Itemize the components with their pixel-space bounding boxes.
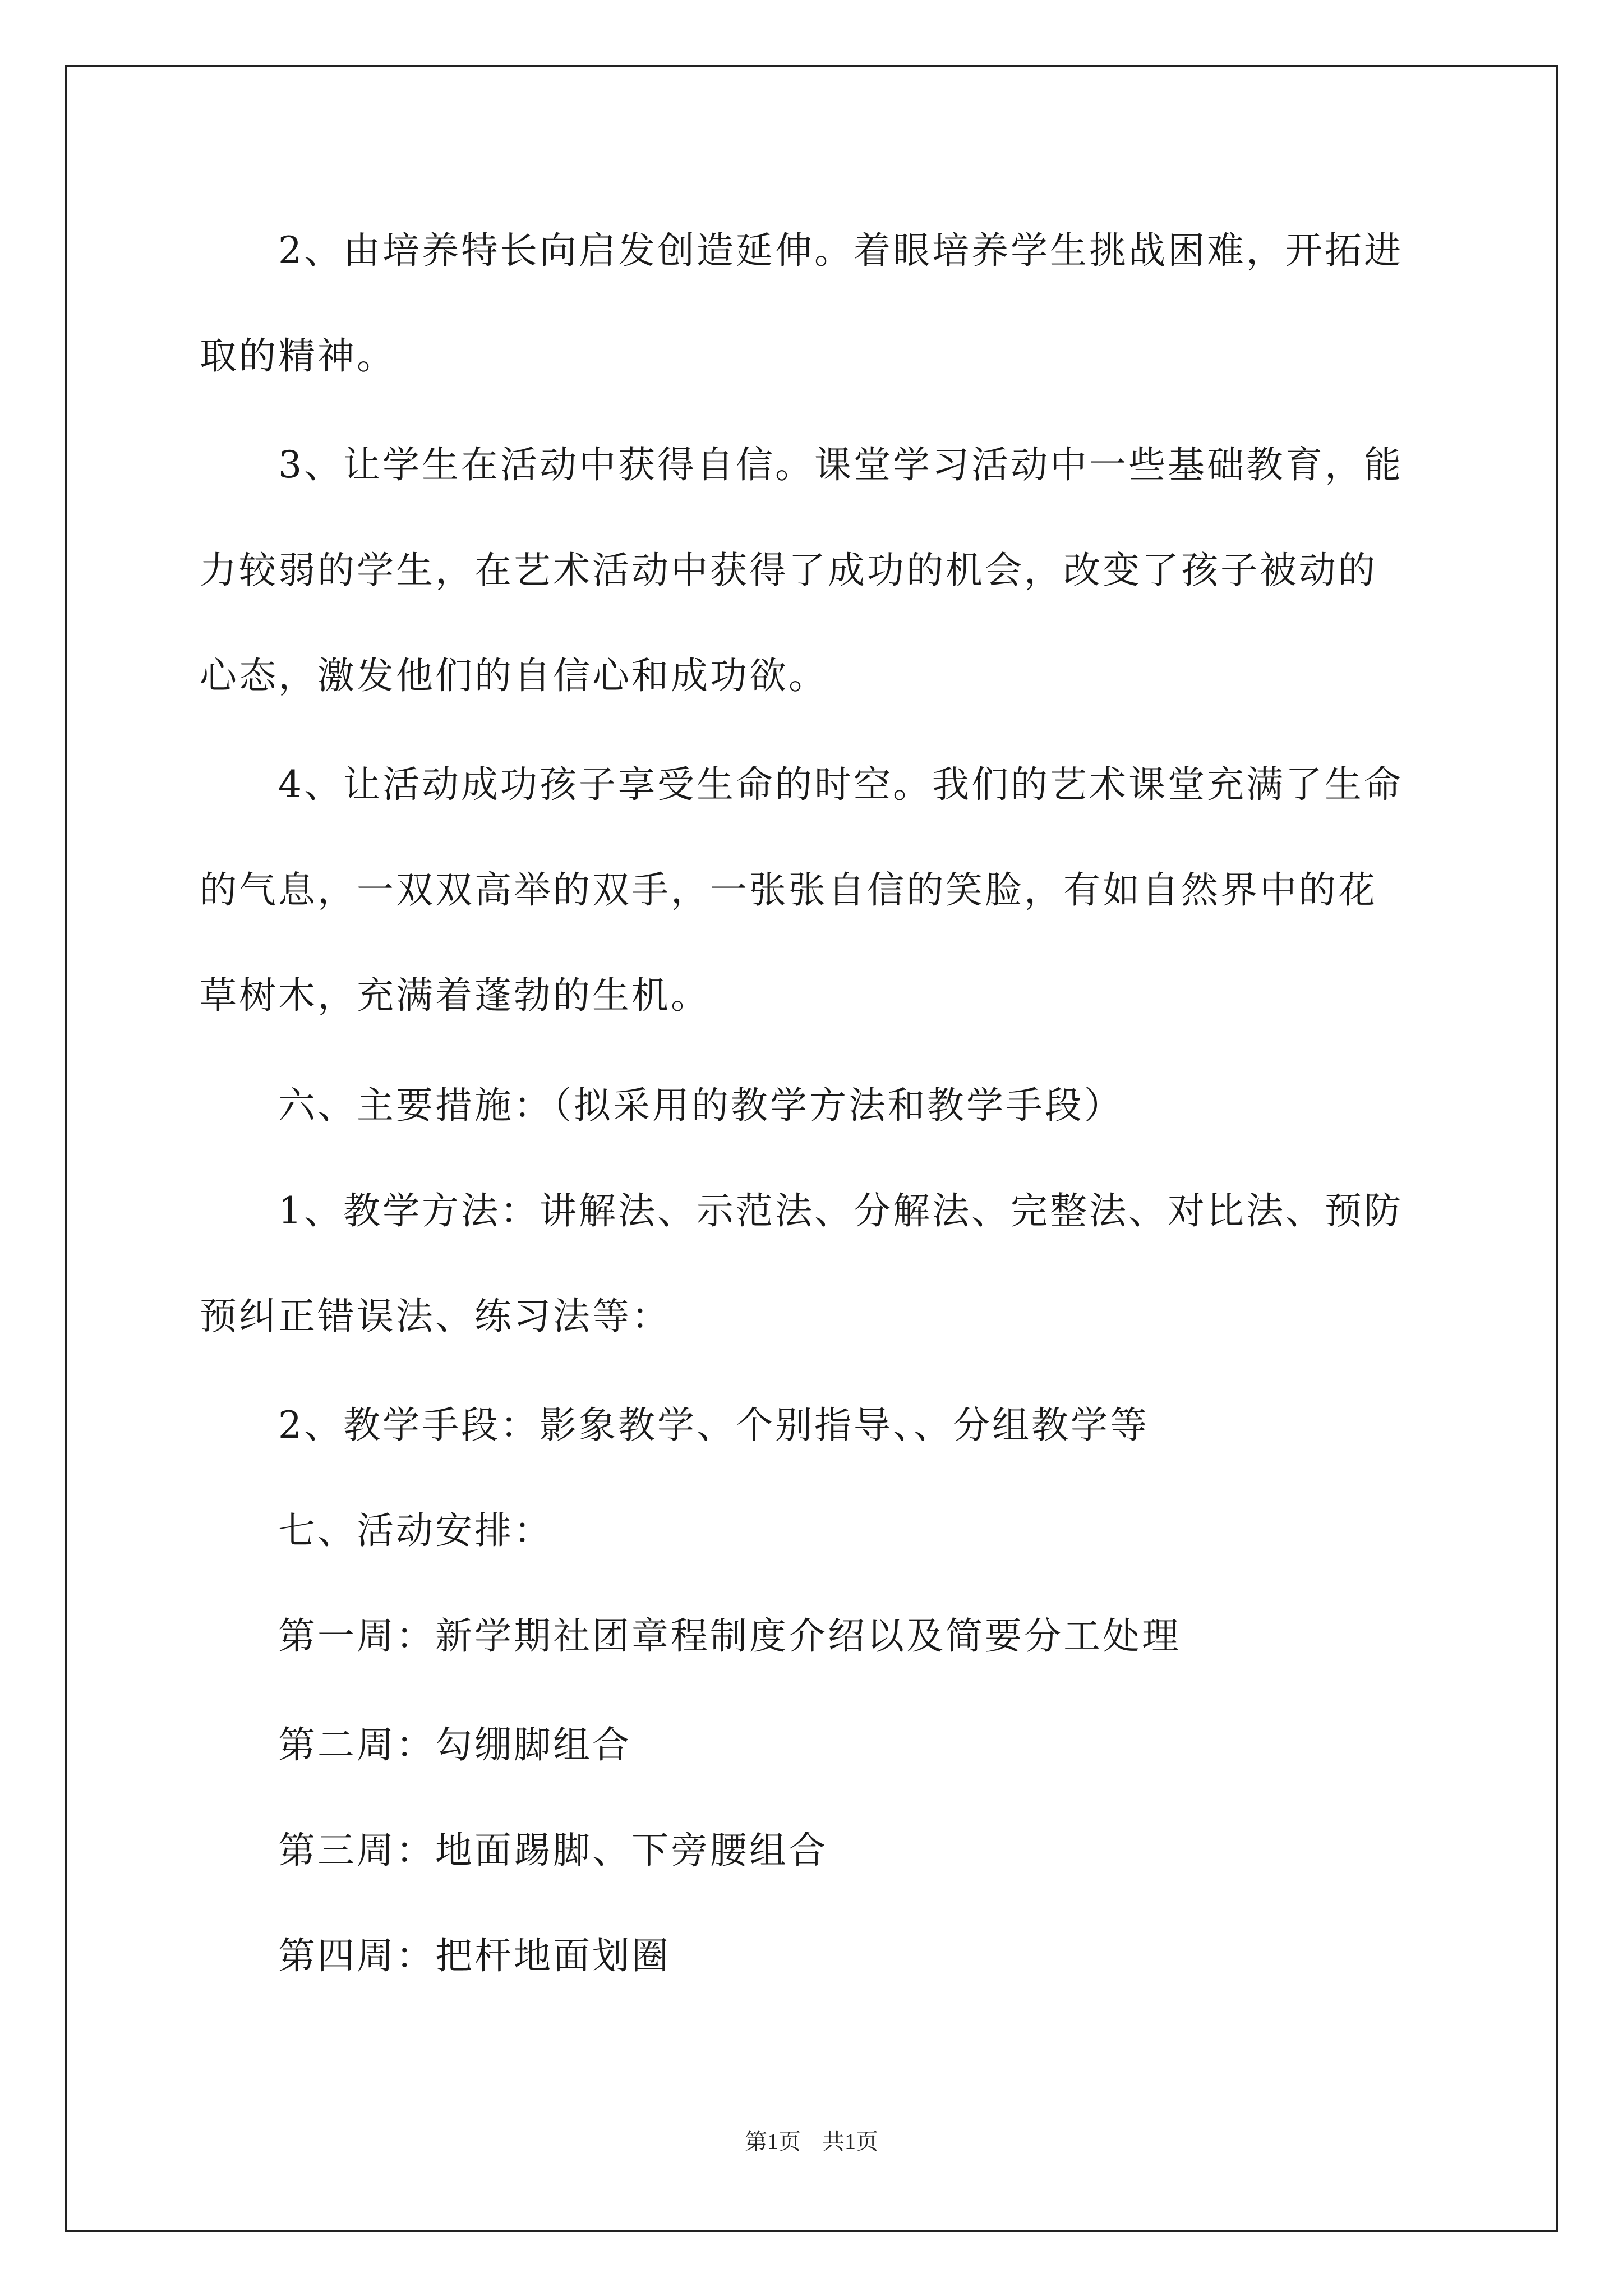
paragraph-line: 3、让学生在活动中获得自信。课堂学习活动中一些基础教育，能 [278, 443, 1403, 486]
page-total: 共1页 [822, 2129, 878, 2154]
paragraph-line: 4、让活动成功孩子享受生命的时空。我们的艺术课堂充满了生命 [278, 763, 1403, 806]
paragraph-line: 预纠正错误法、练习法等： [200, 1295, 671, 1338]
schedule-item: 第三周：地面踢脚、下旁腰组合 [278, 1829, 828, 1872]
paragraph-line: 的气息，一双双高举的双手，一张张自信的笑脸，有如自然界中的花 [200, 868, 1377, 912]
schedule-item: 第四周：把杆地面划圈 [278, 1934, 671, 1977]
paragraph-line: 2、教学手段：影象教学、个别指导、、分组教学等 [278, 1404, 1149, 1447]
paragraph-line: 2、由培养特长向启发创造延伸。着眼培养学生挑战困难，开拓进 [278, 229, 1403, 272]
page-footer [0, 2126, 1623, 2157]
schedule-item: 第一周：新学期社团章程制度介绍以及简要分工处理 [278, 1614, 1181, 1658]
section-heading: 七、活动安排： [278, 1509, 553, 1552]
schedule-item: 第二周：勾绷脚组合 [278, 1723, 631, 1766]
page-border [65, 65, 1558, 2232]
paragraph-line: 力较弱的学生，在艺术活动中获得了成功的机会，改变了孩子被动的 [200, 549, 1377, 592]
paragraph-line: 草树木，充满着蓬勃的生机。 [200, 974, 710, 1017]
paragraph-line: 取的精神。 [200, 334, 396, 378]
paragraph-line: 1、教学方法：讲解法、示范法、分解法、完整法、对比法、预防 [278, 1189, 1403, 1232]
page-number: 第1页 [745, 2129, 801, 2154]
paragraph-line: 心态，激发他们的自信心和成功欲。 [200, 654, 828, 697]
section-heading: 六、主要措施：（拟采用的教学方法和教学手段） [278, 1084, 1123, 1127]
